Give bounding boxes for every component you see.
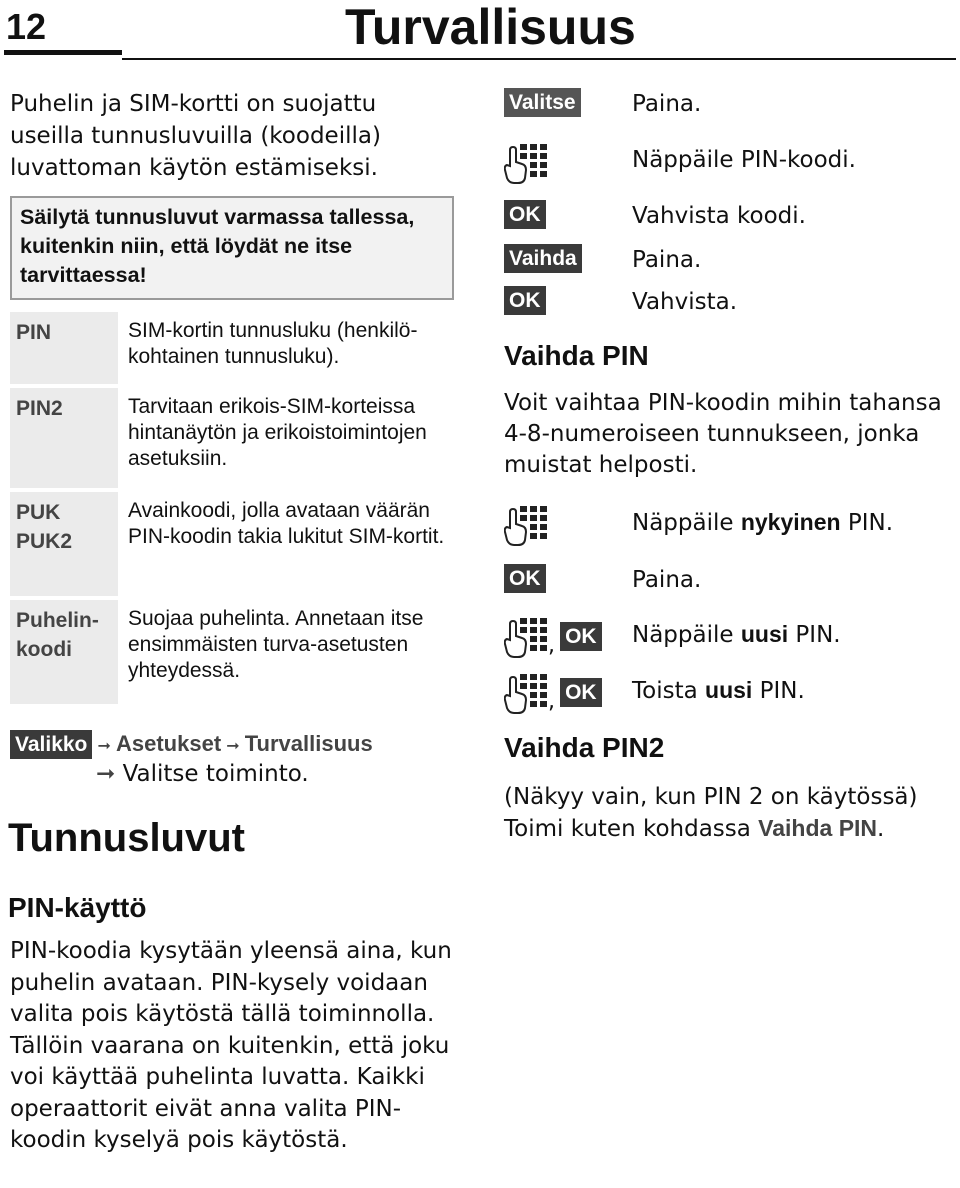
step-text: Paina. — [632, 247, 702, 273]
menu-path-line2 — [96, 758, 309, 790]
intro-text: Puhelin ja SIM-kortti on suojattu useilla tunnusluvuilla (koodeilla) luvattoman käytön estämiseksi. — [10, 91, 381, 181]
ok-softkey[interactable]: OK — [504, 286, 546, 315]
step-text: Näppäile PIN-koodi. — [632, 147, 856, 173]
pin-usage-title: PIN-käyttö — [8, 892, 147, 923]
code-label: PIN2 — [16, 397, 63, 420]
step-text: Näppäile uusi PIN. — [632, 621, 841, 648]
step-text: Paina. — [632, 567, 702, 593]
change-pin-text: Voit vaihtaa PIN-koodin mihin tahansa 4-8-numeroiseen tunnukseen, jonka muistat helposti. — [504, 390, 942, 478]
step-current-pin — [504, 504, 954, 544]
page-title: Turvallisuus — [345, 0, 636, 55]
keypad-icon[interactable] — [504, 144, 548, 184]
step-vaihda — [504, 242, 954, 282]
keypad-icon — [504, 618, 548, 658]
code-label: Puhelin-koodi — [16, 609, 99, 661]
ok-softkey[interactable]: OK — [504, 564, 546, 593]
step-text: Paina. — [632, 91, 702, 117]
step-ok-2 — [504, 284, 954, 324]
code-description: Tarvitaan erikois-SIM-korteissa hintanäytön ja erikoistoimintojen asetuksiin. — [118, 388, 458, 488]
code-description: Suojaa puhelinta. Annetaan itse ensimmäisten turva-asetusten yhteydessä. — [118, 600, 458, 704]
ok-softkey[interactable]: OK — [504, 200, 546, 229]
keypad-icon[interactable] — [504, 506, 548, 546]
menu-instruction: Valitse toiminto. — [122, 761, 309, 787]
header-rule-thick — [4, 50, 122, 55]
table-row — [10, 312, 458, 384]
arrow-right-icon: ➞ — [96, 761, 116, 787]
table-row — [10, 388, 458, 488]
ok-softkey[interactable]: OK — [560, 678, 602, 707]
step-repeat-pin — [504, 672, 954, 712]
step-text: Näppäile nykyinen PIN. — [632, 509, 894, 536]
code-label: PIN — [16, 321, 52, 344]
menu-path — [10, 730, 460, 759]
step-text: Toista uusi PIN. — [632, 677, 805, 704]
step-enter-pin — [504, 142, 954, 182]
step-ok-3 — [504, 562, 954, 602]
menu-item-turvallisuus: Turvallisuus — [244, 731, 373, 756]
separator: , — [548, 633, 555, 658]
change-pin2-line1: (Näkyy vain, kun PIN 2 on käytössä) — [504, 784, 918, 810]
step-text: Vahvista koodi. — [632, 203, 806, 229]
step-valitse — [504, 86, 954, 126]
step-text: Vahvista. — [632, 289, 738, 315]
change-pin2-title: Vaihda PIN2 — [504, 732, 665, 763]
page-number: 12 — [6, 6, 47, 47]
change-pin-title: Vaihda PIN — [504, 340, 649, 371]
section-title: Tunnusluvut — [8, 816, 245, 860]
crossref-link[interactable]: Vaihda PIN — [758, 815, 878, 841]
step-ok-1 — [504, 198, 954, 238]
table-row — [10, 600, 458, 704]
ok-softkey[interactable]: OK — [560, 622, 602, 651]
code-description: Avainkoodi, jolla avataan väärän PIN-koodin takia lukitut SIM-kortit. — [118, 492, 458, 596]
arrow-right-icon: ➞ — [226, 736, 240, 755]
keypad-icon — [504, 674, 548, 714]
header-rule-thin — [122, 58, 956, 60]
warning-note: Säilytä tunnusluvut varmassa tallessa, kuitenkin niin, että löydät ne itse tarvittaessa! — [10, 196, 454, 300]
arrow-right-icon: ➞ — [97, 736, 111, 755]
pin-usage-text: PIN-koodia kysytään yleensä aina, kun puhelin avataan. PIN-kysely voidaan valita pois käytöstä tällä toiminnolla. Tällöin vaarana on kuitenkin, että joku voi käyttää puhelinta luvatta. Kaikki operaattorit eivät anna valita PIN-koodin kyselyä pois käytöstä. — [10, 938, 452, 1153]
table-row — [10, 492, 458, 596]
menu-item-asetukset: Asetukset — [115, 731, 222, 756]
code-description: SIM-kortin tunnusluku (henkilö-kohtainen tunnusluku). — [118, 312, 458, 384]
vaihda-softkey[interactable]: Vaihda — [504, 244, 582, 273]
code-label: PUK PUK2 — [16, 501, 73, 553]
change-pin2-line2: Toimi kuten kohdassa Vaihda PIN. — [504, 815, 885, 842]
change-pin2-text — [504, 782, 954, 845]
valitse-softkey[interactable]: Valitse — [504, 88, 581, 117]
separator: , — [548, 689, 555, 714]
step-new-pin — [504, 616, 954, 656]
valikko-softkey[interactable]: Valikko — [10, 730, 92, 759]
